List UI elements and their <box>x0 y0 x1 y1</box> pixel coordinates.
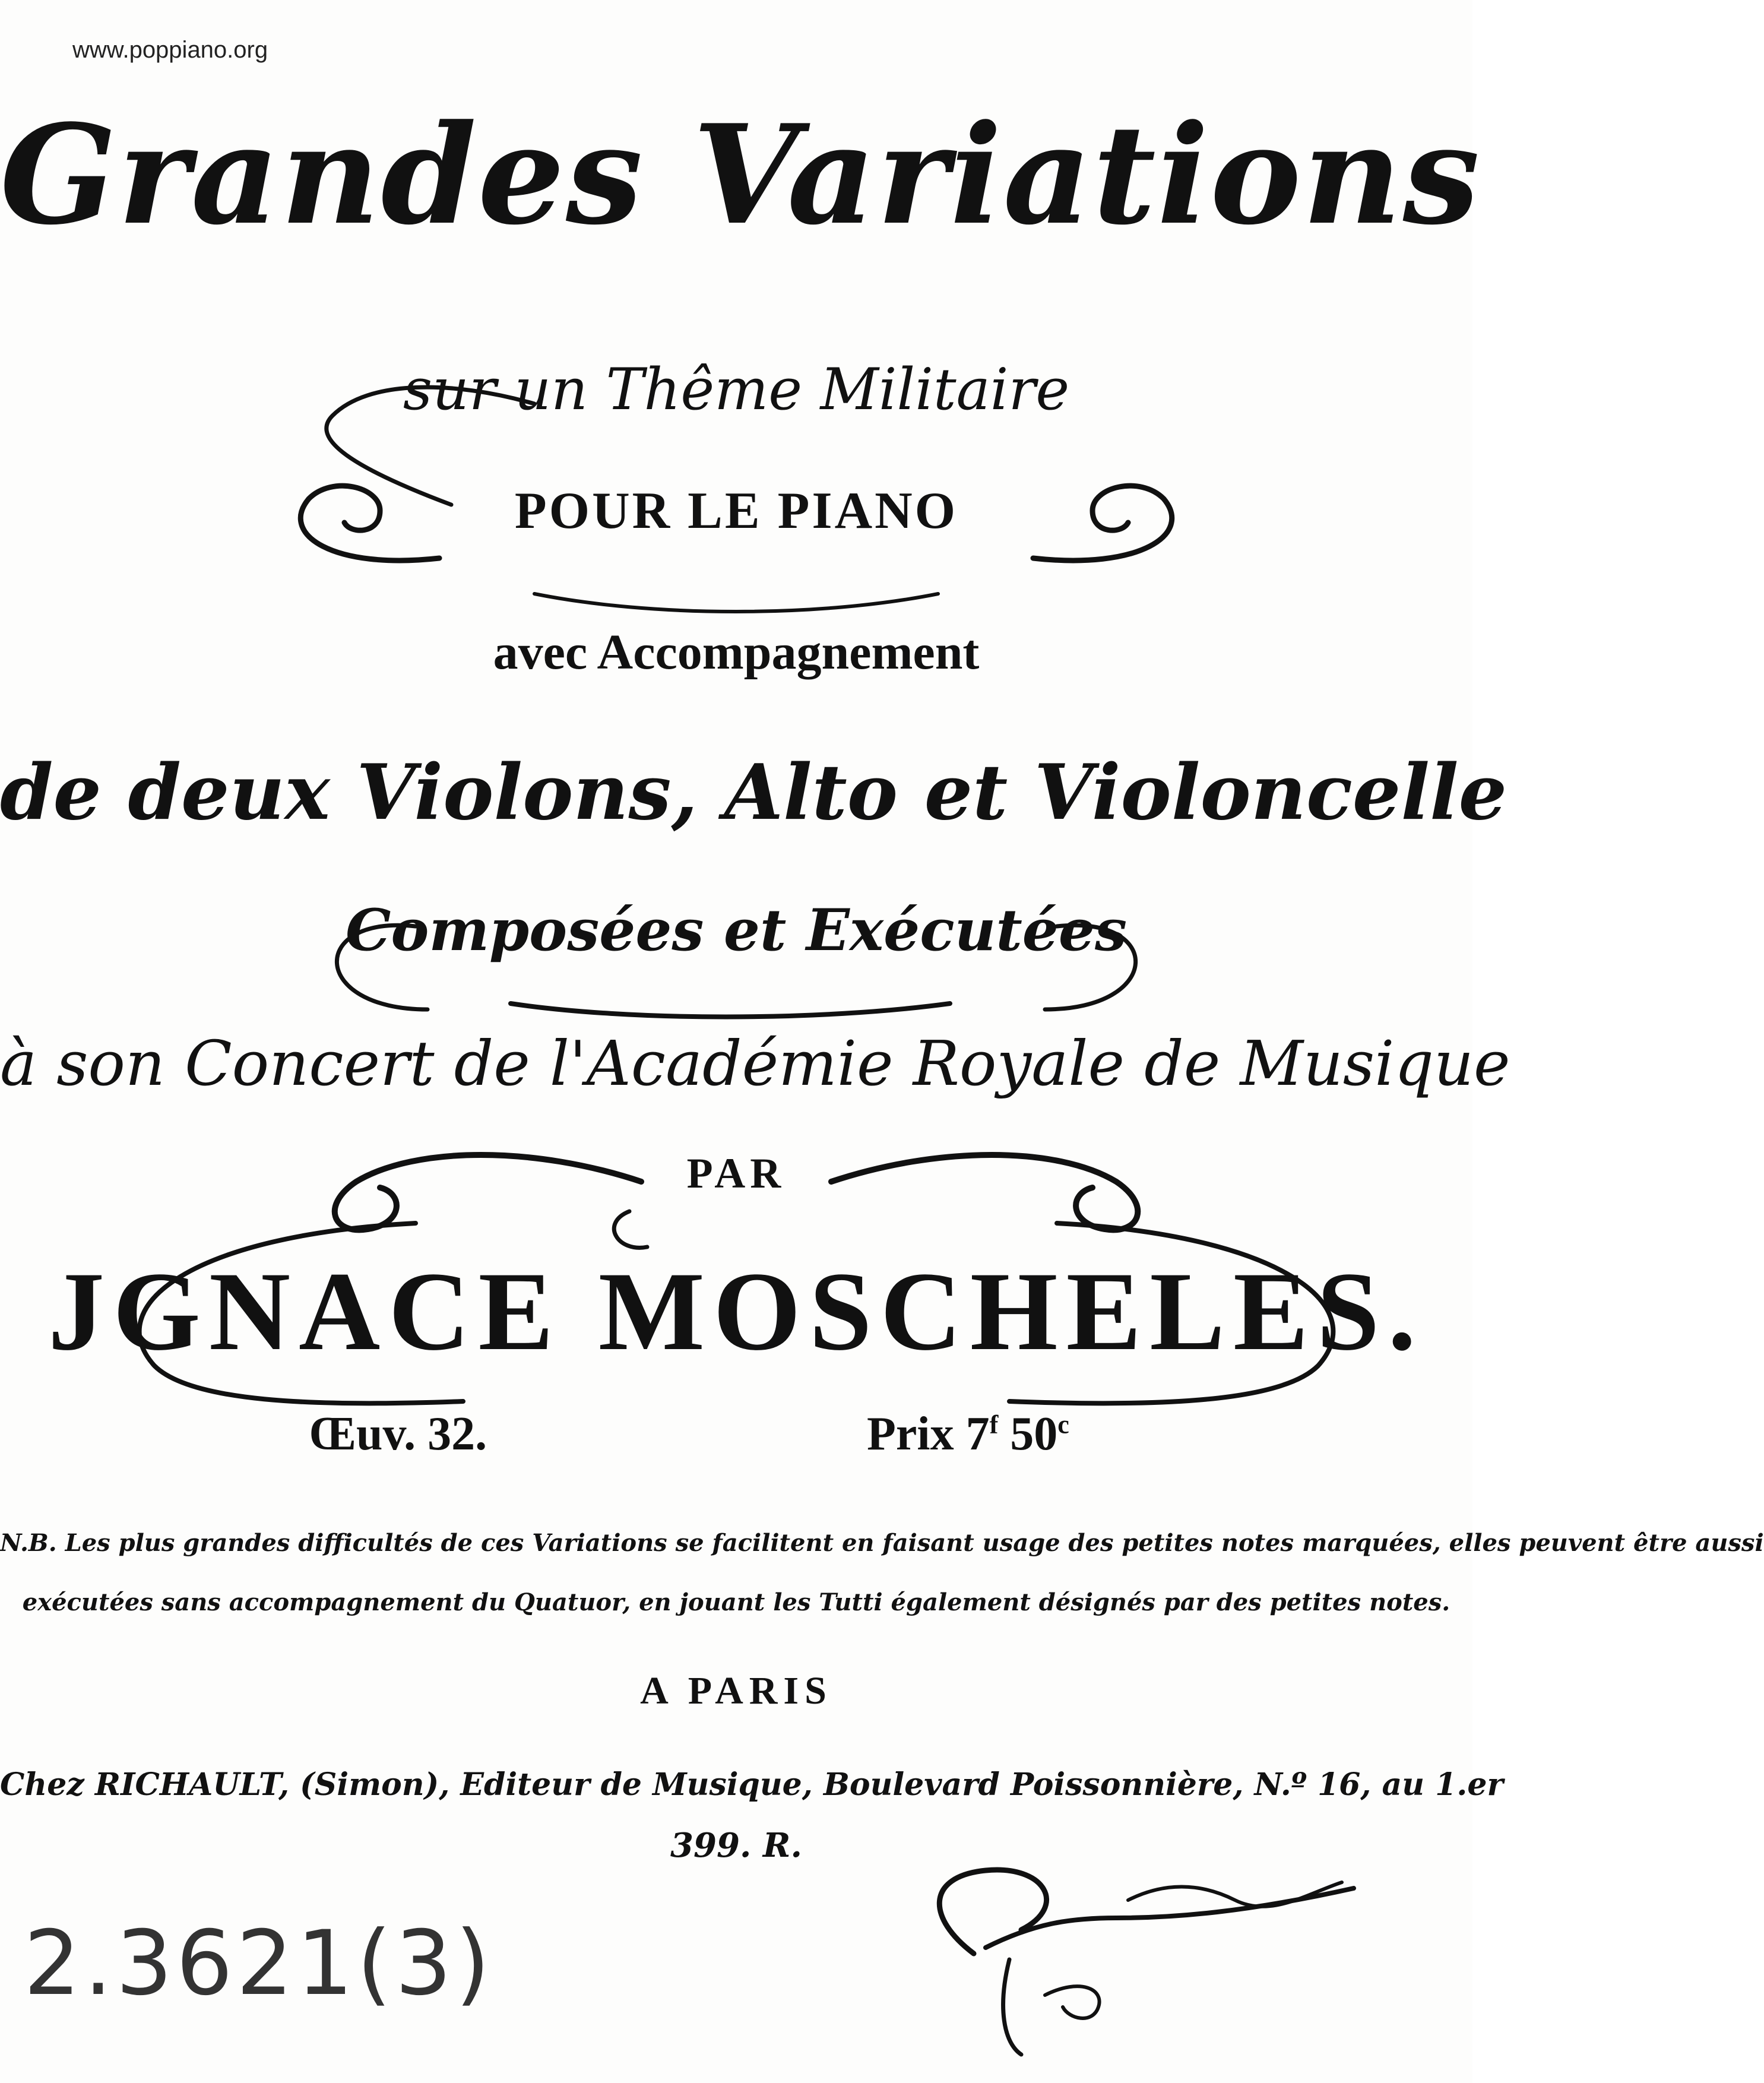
publisher-signature-stroke-5 <box>1128 1882 1342 1907</box>
performed-line: Composées et Exécutées <box>346 897 1127 964</box>
flourish-under-composees <box>511 1003 950 1017</box>
publisher-signature-stroke-4 <box>1045 1986 1100 2018</box>
publisher-signature-stroke-3 <box>1003 1959 1021 2054</box>
flourish-under-par <box>614 1211 647 1248</box>
publication-place: A PARIS <box>640 1669 832 1712</box>
publisher-signature-stroke-1 <box>939 1870 1046 1954</box>
price <box>867 1407 1069 1461</box>
publisher-line: Chez RICHAULT, (Simon), Editeur de Musique, Boulevard Poissonnière, N.º 16, au 1.er <box>0 1767 1503 1803</box>
by-label: PAR <box>686 1150 786 1197</box>
subtitle: sur un Thême Militaire <box>403 356 1070 423</box>
venue-line: à son Concert de l'Académie Royale de Musique <box>0 1027 1510 1100</box>
performance-note-line-1: N.B. Les plus grandes difficultés de ces Variations se facilitent en faisant usage des petites notes marquées, elles peuvent être aussi <box>0 1529 1764 1557</box>
price-label: Prix <box>867 1408 954 1460</box>
library-shelf-mark: 2.3621(3) <box>24 1912 494 2015</box>
plate-number: 399. R. <box>670 1826 802 1865</box>
composer-name: JGNACE MOSCHELES. <box>48 1249 1424 1374</box>
instrument-heading: POUR LE PIANO <box>514 482 958 540</box>
ensemble-line: de deux Violons, Alto et Violoncelle <box>0 748 1507 837</box>
watermark-url[interactable]: www.poppiano.org <box>72 37 268 63</box>
flourish-under-piano <box>534 594 938 612</box>
price-centimes-unit: c <box>1057 1410 1069 1439</box>
price-centimes: 50 <box>1010 1408 1058 1460</box>
price-francs-unit: f <box>989 1410 999 1439</box>
performance-note-line-2: exécutées sans accompagnement du Quatuor, en jouant les Tutti également désignés par des petites notes. <box>22 1588 1451 1616</box>
page-title: Grandes Variations <box>0 95 1481 255</box>
price-francs: 7 <box>965 1408 990 1460</box>
opus-number: Œuv. 32. <box>309 1408 487 1460</box>
accompaniment-line: avec Accompagnement <box>493 625 980 680</box>
